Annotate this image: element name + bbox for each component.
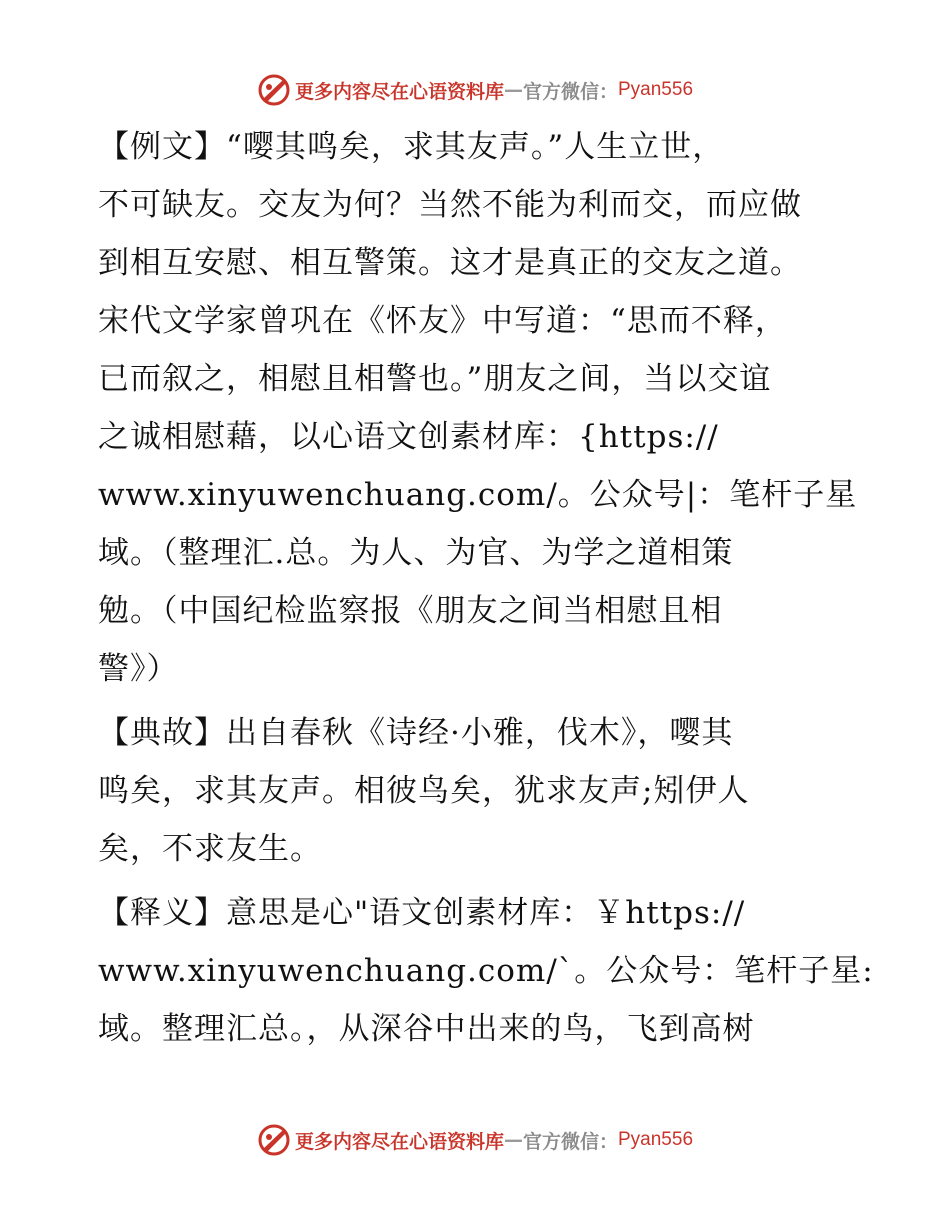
text-line: www.xinyuwenchuang.com/`。公众号：笔杆子星: [98,953,874,989]
banner-title: 更多内容尽在心语资料库 [294,80,504,103]
text-line: 勉。（中国纪检监察报《朋友之间当相慰且相 [98,593,723,629]
banner-wechat-label: 官方微信： [522,1130,618,1153]
banner-wechat-id: Pyan556 [618,79,694,100]
banner-wechat-id: Pyan556 [618,1129,694,1150]
text-line: 域。（整理汇.总。为人、为官、为学之道相策 [98,535,734,571]
document-body [98,118,874,1058]
text-line: 之诚相慰藉，以心语文创素材库：{https:// [98,419,719,455]
text-line: 【释义】意思是心"语文创素材库：￥https:// [98,895,746,931]
text-line: 【典故】出自春秋《诗经·小雅，伐木》，嘤其 [98,715,734,751]
banner-wechat-label: 官方微信： [522,80,618,103]
text-line: 鸣矣，求其友声。相彼鸟矣，犹求友声;矧伊人 [98,773,750,809]
banner-separator: — [503,1129,523,1151]
paragraph-example [98,118,858,698]
text-line: 【例文】“嘤其鸣矣，求其友声。”人生立世， [98,129,725,165]
footer-banner [0,1120,950,1160]
text-line: 域。整理汇总。，从深谷中出来的鸟，飞到高树 [98,1011,755,1047]
paragraph-allusion [98,704,858,878]
banner-separator: — [503,79,523,101]
text-line: www.xinyuwenchuang.com/。公众号|：笔杆子星 [98,477,858,513]
paragraph-definition [98,884,874,1058]
text-line: 宋代文学家曾巩在《怀友》中写道：“思而不释， [98,303,787,339]
text-line: 到相互安慰、相互警策。这才是真正的交友之道。 [98,245,802,281]
brush-seal-logo-icon [257,73,291,107]
header-banner [0,70,950,110]
text-line: 已而叙之，相慰且相警也。”朋友之间，当以交谊 [98,361,772,397]
brush-seal-logo-icon [257,1123,291,1157]
text-line: 不可缺友。交友为何？当然不能为利而交，而应做 [98,187,802,223]
banner-title: 更多内容尽在心语资料库 [294,1130,504,1153]
text-line: 矣，不求友生。 [98,831,322,867]
text-line: 警》） [98,651,179,687]
